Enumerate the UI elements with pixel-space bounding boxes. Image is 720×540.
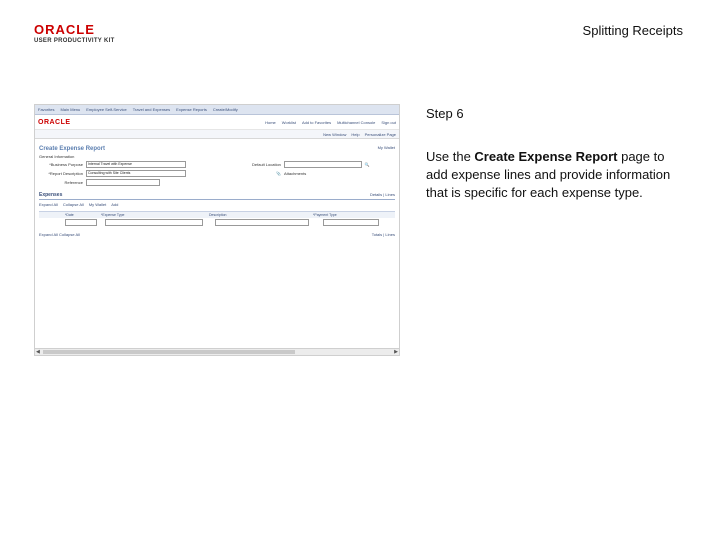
scroll-left-icon[interactable]: ◀ (36, 349, 40, 355)
brand-row (35, 115, 399, 130)
nav-breadcrumb-bar (35, 105, 399, 115)
step-title: Step 6 (426, 106, 464, 121)
expense-type-select[interactable] (105, 219, 203, 226)
paperclip-icon: 📎 (276, 171, 281, 176)
horizontal-scrollbar[interactable] (35, 348, 399, 355)
footer-links (39, 232, 395, 237)
expenses-section-title: Expenses (39, 192, 63, 198)
application-screenshot (34, 104, 400, 356)
multichannel-link[interactable]: Multichannel Console (337, 119, 376, 125)
general-info-label: General Information (39, 154, 75, 159)
expenses-section-header (39, 192, 395, 200)
col-date: *Date (65, 213, 74, 217)
scrollbar-thumb[interactable] (43, 350, 295, 354)
add-favorites-link[interactable]: Add to Favorites (301, 119, 332, 125)
reference-field[interactable] (86, 179, 160, 186)
expense-actions (39, 202, 395, 207)
sign-out-link[interactable]: Sign out (381, 119, 396, 125)
instruction-text-end: page to add expense lines and provide information that is specific for each expense type. (426, 149, 671, 200)
page-links-bar (35, 130, 399, 139)
report-description-label: *Report Description (48, 171, 83, 176)
instruction-text-start: Use the (426, 149, 475, 164)
view-toggle-link[interactable]: Details | Lines (369, 192, 395, 197)
col-description: Description (209, 213, 227, 217)
top-links (265, 120, 396, 125)
default-location-label: Default Location (252, 162, 281, 167)
logo-oracle-text: ORACLE (34, 22, 95, 37)
home-link[interactable]: Home (265, 119, 276, 125)
nav-item-main-menu[interactable]: Main Menu (60, 107, 81, 112)
attachments-link[interactable]: Attachments (283, 171, 307, 176)
form-content (35, 139, 399, 240)
description-field[interactable] (215, 219, 309, 226)
nav-item-self-service[interactable]: Employee Self-Service (86, 107, 127, 112)
default-location-field[interactable] (284, 161, 362, 168)
help-link[interactable]: Help (351, 131, 360, 137)
report-description-field[interactable]: Consulting with Site Clients (86, 170, 186, 177)
page-title: Splitting Receipts (582, 23, 683, 38)
nav-item-travel-expenses[interactable]: Travel and Expenses (132, 107, 171, 112)
add-expense-link[interactable]: Add (111, 202, 119, 207)
business-purpose-label: *Business Purpose (49, 162, 83, 167)
nav-item-favorites[interactable]: Favorites (38, 107, 55, 112)
new-window-link[interactable]: New Window (323, 131, 347, 137)
collapse-all-link[interactable]: Collapse All (62, 202, 84, 207)
upk-logo (34, 24, 124, 44)
reference-label: Reference (64, 180, 83, 185)
nav-item-expense-reports[interactable]: Expense Reports (176, 107, 207, 112)
footer-expand-link[interactable]: Expand All (39, 232, 58, 237)
date-field[interactable] (65, 219, 97, 226)
my-wallet-link[interactable]: My Wallet (377, 145, 395, 150)
step-instructions (426, 148, 686, 202)
expense-grid-header (39, 211, 395, 218)
col-expense-type: *Expense Type (101, 213, 125, 217)
oracle-brand: ORACLE (38, 118, 71, 126)
form-title: Create Expense Report (39, 146, 106, 152)
instruction-page-name: Create Expense Report (474, 149, 618, 164)
totals-link[interactable]: Totals | Lines (371, 232, 395, 237)
personalize-link[interactable]: Personalize Page (364, 131, 396, 137)
scroll-right-icon[interactable]: ▶ (394, 349, 398, 355)
wallet-action-link[interactable]: My Wallet (88, 202, 107, 207)
expand-all-link[interactable]: Expand All (39, 202, 58, 207)
logo-upk-text: USER PRODUCTIVITY KIT (34, 38, 115, 44)
lookup-icon[interactable]: 🔍 (364, 162, 370, 167)
business-purpose-select[interactable]: Internal Travel with Expense (86, 161, 186, 168)
nav-item-create-modify[interactable]: Create/Modify (212, 107, 238, 112)
footer-collapse-link[interactable]: Collapse All (59, 232, 80, 237)
expense-grid-row (39, 219, 395, 226)
payment-type-select[interactable] (323, 219, 379, 226)
worklist-link[interactable]: Worklist (281, 119, 296, 125)
col-payment-type: *Payment Type (313, 213, 337, 217)
